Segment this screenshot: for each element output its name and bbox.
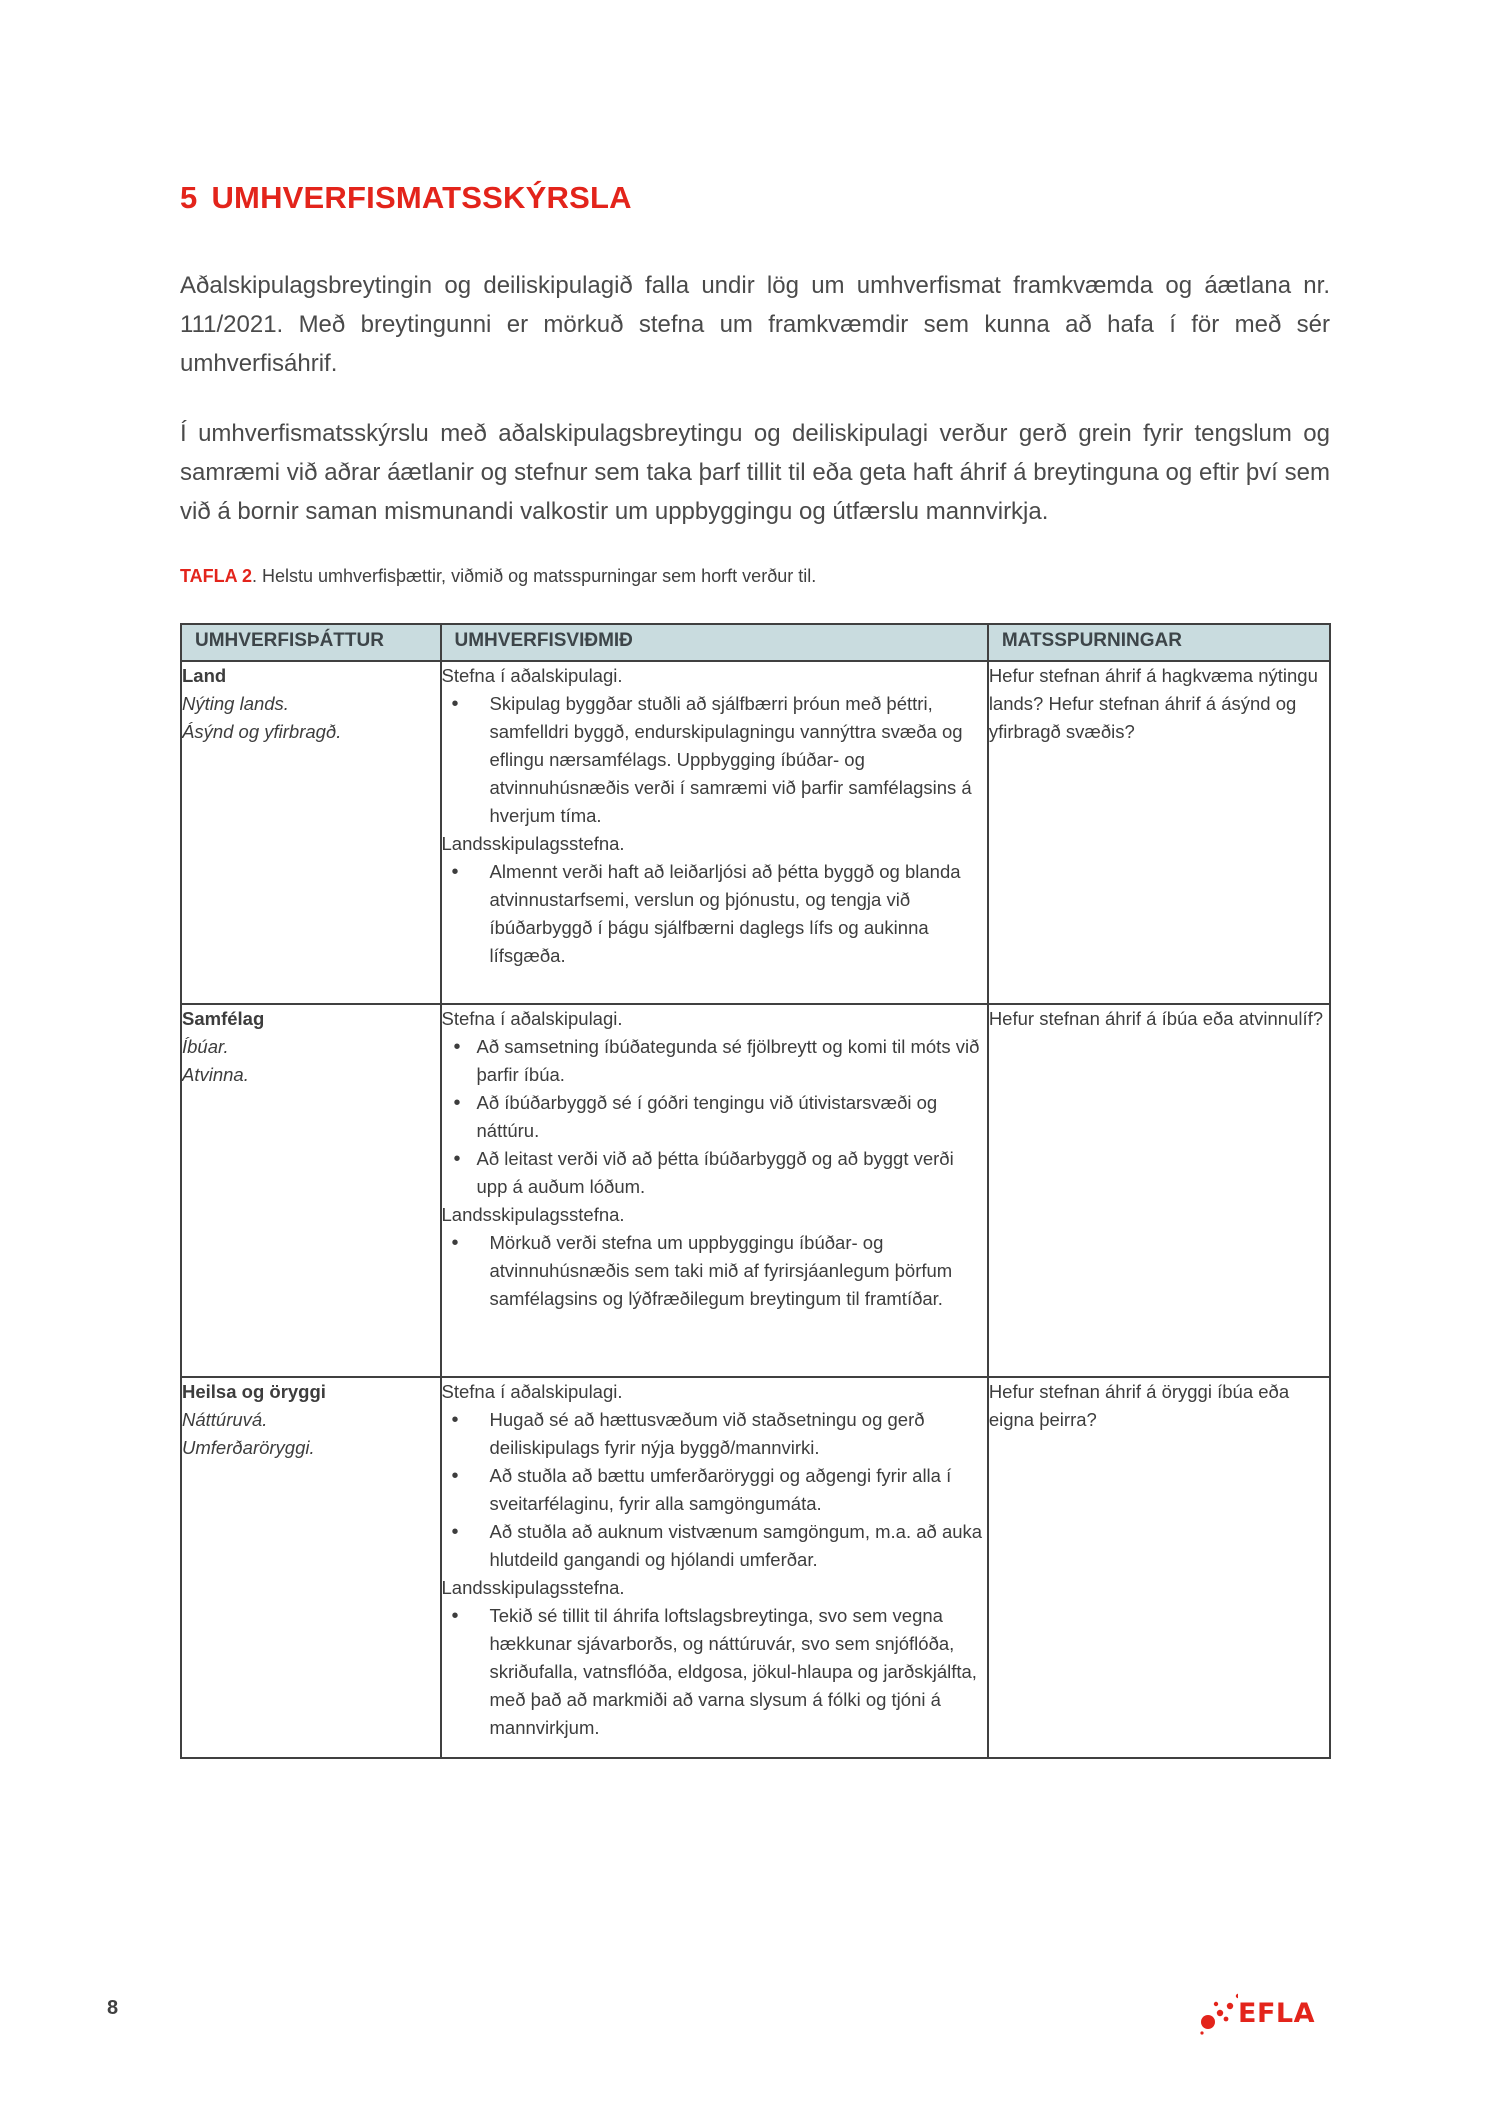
criteria-bullet: • Að leitast verði við að þétta íbúðarbyggð og að byggt verði upp á auðum lóðum.: [442, 1145, 987, 1201]
criteria-bullet: • Að stuðla að auknum vistvænum samgöngum, m.a. að auka hlutdeild gangandi og hjólandi umferðar.: [442, 1518, 987, 1574]
section-title: UMHVERFISMATSSKÝRSLA: [211, 180, 632, 215]
efla-logo: [1198, 1992, 1328, 2036]
factor-sub: Atvinna.: [182, 1064, 249, 1085]
criteria-heading-national: Landsskipulagsstefna.: [441, 833, 625, 854]
criteria-cell: [441, 1377, 988, 1758]
factor-sub: Nýting lands.: [182, 693, 289, 714]
question-cell: Hefur stefnan áhrif á íbúa eða atvinnulíf?: [988, 1004, 1330, 1377]
table-row: [181, 1004, 1330, 1377]
table-row: [181, 661, 1330, 1004]
factor-name: Samfélag: [182, 1008, 265, 1029]
criteria-heading-national: Landsskipulagsstefna.: [441, 1577, 625, 1598]
environment-factors-table: [180, 623, 1331, 1759]
efla-dots-icon: [1198, 1992, 1238, 2036]
criteria-bullet: • Að samsetning íbúðategunda sé fjölbreytt og komi til móts við þarfir íbúa.: [442, 1033, 987, 1089]
factor-sub: Umferðaröryggi.: [182, 1437, 315, 1458]
column-header-criteria: UMHVERFISVIÐMIÐ: [441, 624, 988, 661]
criteria-bullet: • Að íbúðarbyggð sé í góðri tengingu við útivistarsvæði og náttúru.: [442, 1089, 987, 1145]
criteria-cell: [441, 661, 988, 1004]
criteria-heading-municipal: Stefna í aðalskipulagi.: [441, 665, 623, 686]
question-cell: Hefur stefnan áhrif á öryggi íbúa eða eigna þeirra?: [988, 1377, 1330, 1758]
criteria-bullet: • Almennt verði haft að leiðarljósi að þétta byggð og blanda atvinnustarfsemi, verslun og þjónustu, og tengja við íbúðarbyggð í þágu sjálfbærni daglegs lífs og aukinna lífsgæða.: [442, 858, 987, 970]
factor-cell: [181, 1004, 441, 1377]
question-cell: Hefur stefnan áhrif á hagkvæma nýtingu lands? Hefur stefnan áhrif á ásýnd og yfirbragð svæðis?: [988, 661, 1330, 1004]
criteria-bullet: • Að stuðla að bættu umferðaröryggi og aðgengi fyrir alla í sveitarfélaginu, fyrir alla samgöngumáta.: [442, 1462, 987, 1518]
table-caption-tag: TAFLA 2: [180, 566, 252, 586]
factor-cell: [181, 1377, 441, 1758]
page-number: 8: [107, 1997, 119, 2019]
criteria-heading-municipal: Stefna í aðalskipulagi.: [441, 1008, 623, 1029]
section-heading: [180, 180, 632, 216]
section-number: 5: [180, 180, 198, 215]
table-caption: [180, 566, 816, 587]
efla-logo-text: EFLA: [1238, 1998, 1315, 2029]
column-header-questions: MATSSPURNINGAR: [988, 624, 1330, 661]
criteria-bullet: • Hugað sé að hættusvæðum við staðsetningu og gerð deiliskipulags fyrir nýja byggð/mannvirki.: [442, 1406, 987, 1462]
factor-name: Heilsa og öryggi: [182, 1381, 326, 1402]
criteria-bullet: • Skipulag byggðar stuðli að sjálfbærri þróun með þéttri, samfelldri byggð, endurskipulagningu vannýttra svæða og eflingu nærsamfélags. Uppbygging íbúðar- og atvinnuhúsnæðis verði í samræmi við þarfir samfélagsins á hverjum tíma.: [442, 690, 987, 830]
criteria-bullet: • Tekið sé tillit til áhrifa loftslagsbreytinga, svo sem vegna hækkunar sjávarborðs, og náttúruvár, svo sem snjóflóða, skriðufalla, vatnsflóða, eldgosa, jökul-hlaupa og jarðskjálfta, með það að markmiði að varna slysum á fólki og tjóni á mannvirkjum.: [442, 1602, 987, 1742]
table-caption-text: . Helstu umhverfisþættir, viðmið og matsspurningar sem horft verður til.: [252, 566, 817, 586]
factor-sub: Íbúar.: [182, 1036, 229, 1057]
table-header-row: [181, 624, 1330, 661]
scope-paragraph: Í umhverfismatsskýrslu með aðalskipulagsbreytingu og deiliskipulagi verður gerð grein fyrir tengslum og samræmi við aðrar áætlanir og stefnur sem taka þarf tillit til eða geta haft áhrif á breytinguna og eftir því sem við á bornir saman mismunandi valkostir um uppbyggingu og útfærslu mannvirkja.: [180, 420, 1330, 525]
factor-sub: Ásýnd og yfirbragð.: [182, 721, 342, 742]
factor-name: Land: [182, 665, 227, 686]
criteria-heading-municipal: Stefna í aðalskipulagi.: [441, 1381, 623, 1402]
intro-paragraph: Aðalskipulagsbreytingin og deiliskipulagið falla undir lög um umhverfismat framkvæmda og áætlana nr. 111/2021. Með breytingunni er mörkuð stefna um framkvæmdir sem kunna að hafa í för með sér umhverfisáhrif.: [180, 272, 1330, 377]
criteria-bullet: • Mörkuð verði stefna um uppbyggingu íbúðar- og atvinnuhúsnæðis sem taki mið af fyrirsjáanlegum þörfum samfélagsins og lýðfræðilegum breytingum til framtíðar.: [442, 1229, 987, 1313]
criteria-cell: [441, 1004, 988, 1377]
table-row: [181, 1377, 1330, 1758]
criteria-heading-national: Landsskipulagsstefna.: [441, 1204, 625, 1225]
factor-sub: Náttúruvá.: [182, 1409, 268, 1430]
column-header-factor: UMHVERFISÞÁTTUR: [181, 624, 441, 661]
factor-cell: [181, 661, 441, 1004]
